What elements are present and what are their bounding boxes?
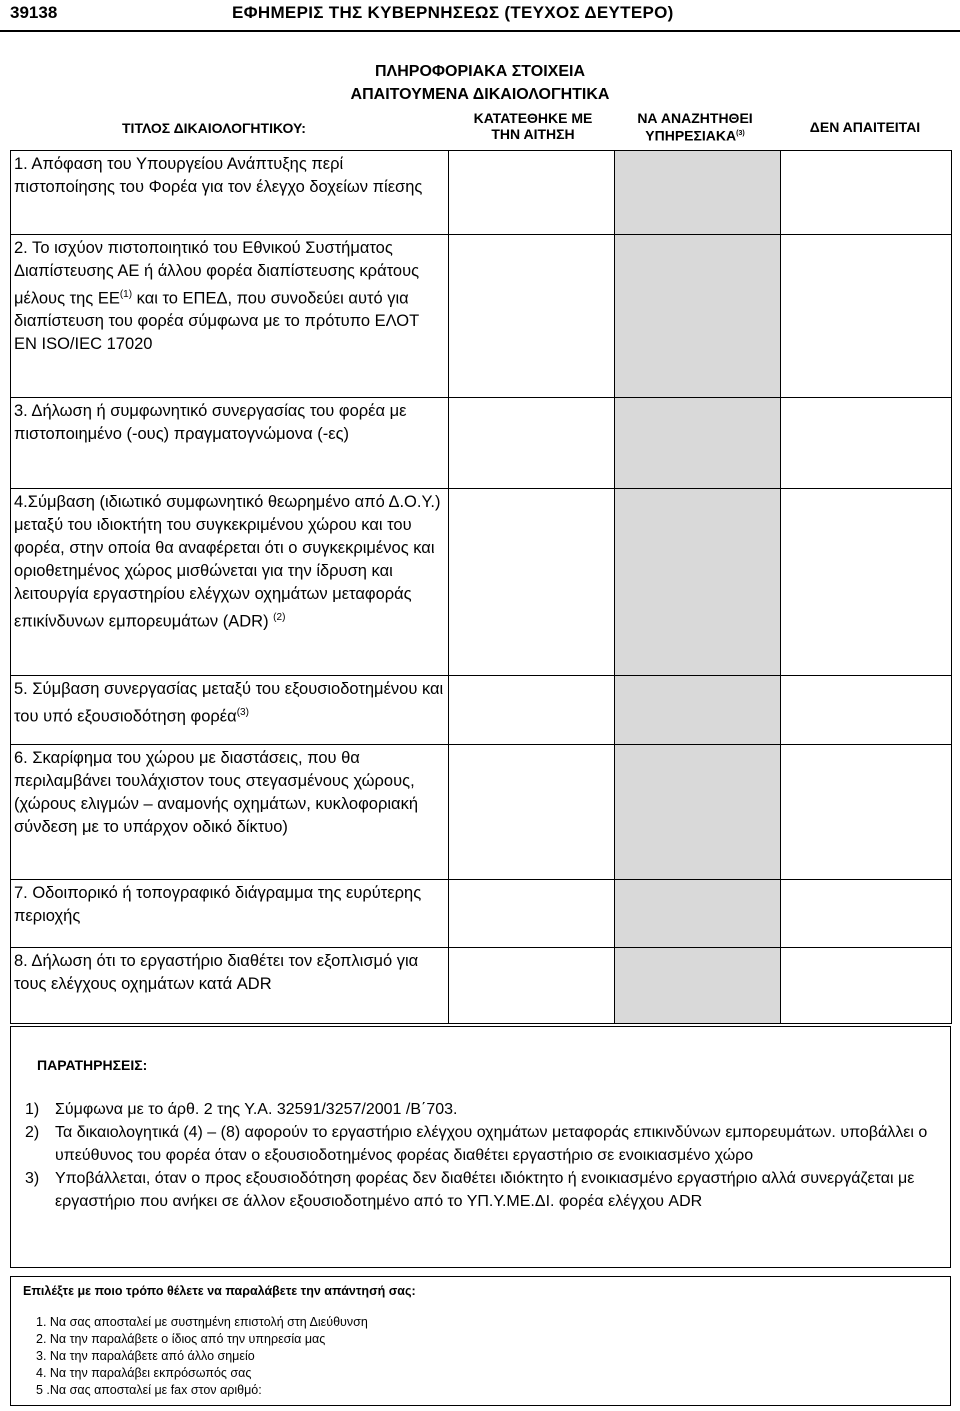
cell-not-required[interactable] — [781, 947, 952, 1023]
cell-search[interactable] — [615, 879, 781, 947]
cell-not-required[interactable] — [781, 234, 952, 397]
section-heading-info: ΠΛΗΡΟΦΟΡΙΑΚΑ ΣΤΟΙΧΕΙΑ — [374, 63, 586, 80]
delivery-option[interactable]: 3. Να την παραλάβετε από άλλο σημείο — [36, 1349, 255, 1363]
cell-not-required[interactable] — [781, 879, 952, 947]
remarks-box — [10, 1026, 951, 1268]
cell-submitted[interactable] — [449, 488, 615, 675]
cell-search[interactable] — [615, 150, 781, 234]
cell-not-required[interactable] — [781, 488, 952, 675]
cell-search[interactable] — [615, 744, 781, 879]
remark-item: 3) Υποβάλλεται, όταν ο προς εξουσιοδότηση φορέας δεν διαθέτει ιδιόκτητο ή ενοικιασμένο εργαστήριο αλλά συνεργάζεται με εργαστήριο που ανήκει σε άλλον εξουσιοδοτημένο από το ΥΠ.Υ.ΜΕ.ΔΙ. φορέα ελέγχου ADR — [25, 1170, 915, 1210]
document-title: 2. Το ισχύον πιστοποιητικό του Εθνικού Συστήματος Διαπίστευσης ΑΕ ή άλλου φορέα διαπίστευσης κράτους μέλους της ΕΕ$^{(1)}$ και το ΕΠΕΔ, που συνοδεύει αυτό για διαπίστευση του φορέα σύμφωνα με το πρότυπο ΕΛΟΤ ΕΝ ISO/IEC 17020 — [11, 234, 449, 397]
document-title: 5. Σύμβαση συνεργασίας μεταξύ του εξουσιοδοτημένου και του υπό εξουσιοδότηση φορέα$^{(3)}$ — [11, 675, 449, 744]
remarks-list — [11, 1098, 941, 1213]
remark-item: 2) Τα δικαιολογητικά (4) – (8) αφορούν το εργαστήριο ελέγχου οχημάτων μεταφοράς επικινδύνων εμπορευμάτων. υποβάλλει ο υπεύθυνος του φορέα όταν ο εξουσιοδοτημένος φορέας διαθέτει εργαστήριο σε ενοικιασμένο χώρο — [25, 1124, 928, 1164]
remark-item: 1) Σύμφωνα με το άρθ. 2 της Υ.Α. 32591/3257/2001 /Β΄703. — [25, 1101, 458, 1118]
document-title: 8. Δήλωση ότι το εργαστήριο διαθέτει τον εξοπλισμό για τους ελέγχους οχημάτων κατά ADR — [11, 947, 449, 1023]
table-header-row — [11, 112, 952, 150]
cell-submitted[interactable] — [449, 150, 615, 234]
table-row — [11, 947, 952, 1023]
cell-search[interactable] — [615, 488, 781, 675]
cell-search[interactable] — [615, 397, 781, 488]
cell-not-required[interactable] — [781, 150, 952, 234]
cell-submitted[interactable] — [449, 744, 615, 879]
col-header-search-note: (3) — [736, 130, 745, 137]
remarks-title: ΠΑΡΑΤΗΡΗΣΕΙΣ: — [37, 1057, 148, 1073]
col-header-submitted-l1: ΚΑΤΑΤΕΘΗΚΕ ΜΕ — [473, 110, 593, 126]
cell-submitted[interactable] — [449, 675, 615, 744]
delivery-options-box — [10, 1276, 951, 1406]
table-row — [11, 397, 952, 488]
cell-submitted[interactable] — [449, 397, 615, 488]
cell-not-required[interactable] — [781, 397, 952, 488]
page-number: 39138 — [10, 3, 58, 22]
documents-table — [10, 112, 952, 1024]
delivery-title: Επιλέξτε με ποιο τρόπο θέλετε να παραλάβετε την απάντησή σας: — [23, 1284, 416, 1298]
document-title: 7. Οδοιπορικό ή τοπογραφικό διάγραμμα της ευρύτερης περιοχής — [11, 879, 449, 947]
table-row — [11, 744, 952, 879]
document-title: 4.Σύμβαση (ιδιωτικό συμφωνητικό θεωρημένο από Δ.Ο.Υ.) μεταξύ του ιδιοκτήτη του συγκεκριμένου χώρου και του φορέα, στην οποία θα αναφέρεται ότι ο συγκεκριμένος και οριοθετημένος χώρος μισθώνεται για την ίδρυση και λειτουργία εργαστηρίου ελέγχων οχημάτων μεταφοράς επικίνδυνων εμπορευμάτων (ADR) $^{(2)}$ — [11, 488, 449, 675]
table-row — [11, 488, 952, 675]
cell-submitted[interactable] — [449, 879, 615, 947]
page-header — [0, 0, 960, 32]
col-header-search-l1: ΝΑ ΑΝΑΖΗΤΗΘΕΙ — [637, 110, 753, 126]
cell-not-required[interactable] — [781, 744, 952, 879]
delivery-option[interactable]: 4. Να την παραλάβει εκπρόσωπός σας — [36, 1366, 252, 1380]
document-title: 6. Σκαρίφημα του χώρου με διαστάσεις, που θα περιλαμβάνει τουλάχιστον τους στεγασμένους χώρους, (χώρους ελιγμών – αναμονής οχημάτων, κυκλοφοριακή σύνδεση με το υπάρχον οδικό δίκτυο) — [11, 744, 449, 879]
table-row — [11, 675, 952, 744]
table-row — [11, 234, 952, 397]
cell-submitted[interactable] — [449, 947, 615, 1023]
gazette-title: ΕΦΗΜΕΡΙΣ ΤΗΣ ΚΥΒΕΡΝΗΣΕΩΣ (ΤΕΥΧΟΣ ΔΕΥΤΕΡΟ) — [232, 3, 674, 22]
col-header-submitted-l2: ΤΗΝ ΑΙΤΗΣΗ — [491, 126, 575, 142]
table-row — [11, 879, 952, 947]
delivery-options-list — [36, 1314, 368, 1399]
col-header-not-required: ΔΕΝ ΑΠΑΙΤΕΙΤΑΙ — [809, 119, 921, 135]
document-title: 3. Δήλωση ή συμφωνητικό συνεργασίας του φορέα με πιστοποιημένο (-ους) πραγματογνώμονα (-ες) — [11, 397, 449, 488]
cell-not-required[interactable] — [781, 675, 952, 744]
delivery-option[interactable]: 1. Να σας αποσταλεί με συστημένη επιστολή στη Διεύθυνση — [36, 1315, 368, 1329]
cell-search[interactable] — [615, 675, 781, 744]
col-header-search-l2: ΥΠΗΡΕΣΙΑΚΑ — [645, 127, 737, 144]
section-heading-documents: ΑΠΑΙΤΟΥΜΕΝΑ ΔΙΚΑΙΟΛΟΓΗΤΙΚΑ — [350, 86, 610, 103]
cell-submitted[interactable] — [449, 234, 615, 397]
document-title: 1. Απόφαση του Υπουργείου Ανάπτυξης περί πιστοποίησης του Φορέα για τον έλεγχο δοχείων πίεσης — [11, 150, 449, 234]
delivery-option[interactable]: 2. Να την παραλάβετε ο ίδιος από την υπηρεσία μας — [36, 1332, 326, 1346]
table-row — [11, 150, 952, 234]
title-column-header: ΤΙΤΛΟΣ ΔΙΚΑΙΟΛΟΓΗΤΙΚΟΥ: — [122, 120, 306, 136]
cell-search[interactable] — [615, 947, 781, 1023]
delivery-option[interactable]: 5 .Να σας αποσταλεί με fax στον αριθμό: — [36, 1383, 262, 1397]
cell-search[interactable] — [615, 234, 781, 397]
